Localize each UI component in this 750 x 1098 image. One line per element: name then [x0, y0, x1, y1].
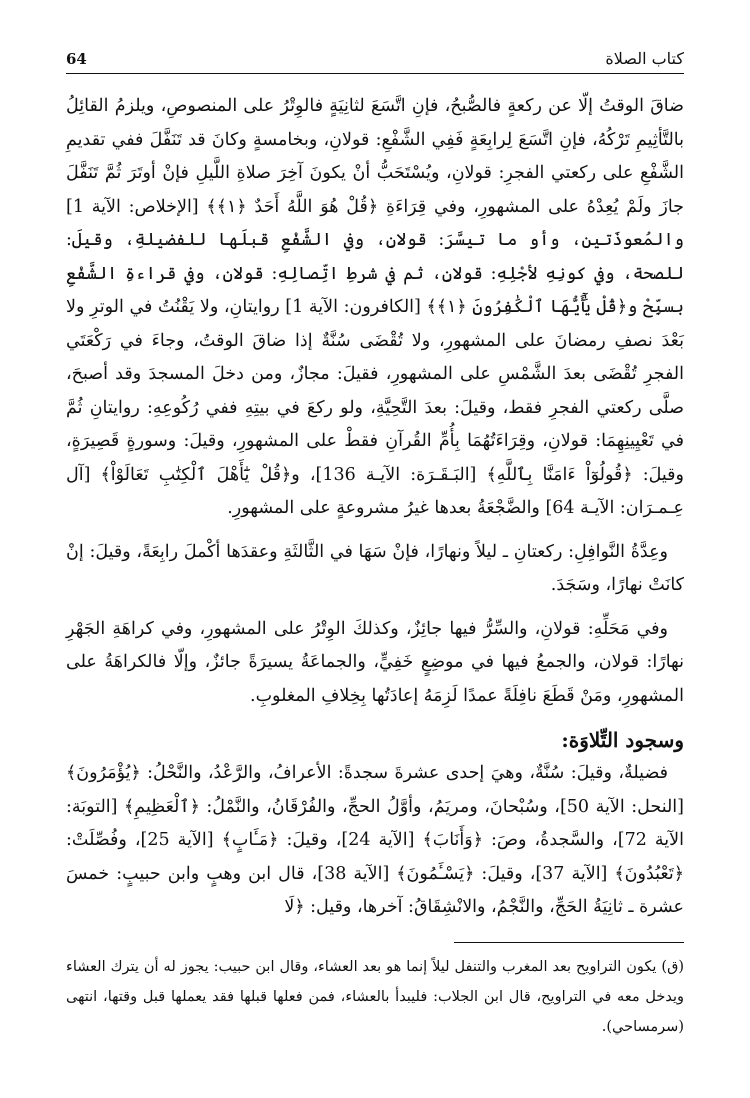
footnote: (ق) يكون التراويح بعد المغرب والتنفل ليلاً إنما هو بعد العشاء، وقال ابن حبيب: يجوز له أن يترك العشاء ويدخل معه في التراويح، قال ابن الجلاب: فليبدأ بالعشاء، فمن فعلها قبلها فقد يعملها قبل وقتها، انتهى (سرمساحي).: [66, 959, 684, 1035]
main-text: [66, 90, 684, 925]
section-heading: وسجود التِّلاوَة:: [561, 728, 684, 752]
chapter-title: كتاب الصلاة: [605, 49, 684, 68]
footnote-divider: [454, 942, 684, 943]
page-number: 64: [66, 50, 87, 68]
paragraph-sujud: فضيلةٌ، وقيلَ: سُنَّةٌ، وهيَ إحدى عشرةَ سجدةً: الأعرافُ، والرَّعْدُ، والنَّحْلُ: ﴿يُؤْمَرُونَ﴾ [النحل: الآية 50]، وسُبْحانَ، ومريَمُ، وأوَّلُ الحجِّ، والفُرْقَانُ، والنَّمْلُ: ﴿ٱلْعَظِيمِ﴾ [التوبَة: الآية 72]، والسَّجدةُ، وصَ: ﴿وَأَنَابَ﴾ [الآية 24]، وقيلَ: ﴿مَـَٔابٍ﴾ [الآية 25]، وفُصِّلَتْ: ﴿تَعْبُدُونَ﴾ [الآية 37]، وقيلَ: ﴿يَسْـَٔمُونَ﴾ [الآية 38]، قال ابن وهبٍ وابن حبيبٍ: خمسَ عشرة ـ ثانِيَةُ الحَجِّ، والنَّجْمُ، والانْشِقَاقُ: آخرها، وقيل: ﴿لَا: [66, 763, 684, 917]
running-header: [66, 40, 684, 74]
paragraph-nawafil: وعِدَّةُ النَّوافِلِ: ركعتانِ ـ ليلاً ونهارًا، فإنْ سَهَا في الثَّالثَةِ وعقدَها أكْملَ رابِعَةً، وقيلَ: إنْ كانَتْ نهارًا، وسَجَدَ.: [66, 541, 684, 595]
paragraph-witr: ضاقَ الوقتُ إلّا عن ركعةٍ فالصُّبحُ، فإنِ اتَّسَعَ لثانِيَةٍ فالوِتْرُ على المنصوصِ، ويلزمُ القائِلُ بالتَّأثِيمِ تَرْكُهُ، فإنِ اتَّسَعَ لِرابِعَةٍ فَفِي الشَّفْعِ: قولانِ، وبخامسةٍ وكانَ قد تَنَفَّلَ ففي تقديمِ الشَّفْعِ على ركعتي الفجرِ: قولانِ، ويُسْتَحَبُّ أنْ يكونَ آخِرَ صلاةِ اللَّيلِ فإنْ أوتَرَ ثُمَّ تَنَفَّلَ جازَ ولَمْ يُعِدْهُ على المشهورِ، وفي قِرَاءَةِ ﴿قُلْ هُوَ اللَّهُ أَحَدٌ ﴿١﴾﴾ [الإخلاص: الآية 1] والمُعوذَتين، وأو ما تيسَّرَ: قولانِ، وفي الشَّفْعِ قبلَها للفضيلةِ، وقيلَ: للصحة، وفي كونِهِ لأجْلِهِ: قولانِ، ثم في شرطِ اتِّصالِهِ: قولان، وفي قراءةِ الشَّفْعِ بسبِّحْ و﴿قُلْ يَٰٓأَيُّهَا ٱلْكَٰفِرُونَ ﴿١﴾﴾ [الكافرون: الآية 1] روايتانِ، ولا يَقْنُتُ في الوترِ ولا بَعْدَ نصفِ رمضانَ على المشهورِ، ولا تُقْضَى سُنَّةٌ إذا ضاقَ الوقتُ، وجاءَ في رَكْعَتَي الفجرِ تُقْضَى بعدَ الشَّمْسِ على المشهورِ، فقيلَ: مجازٌ، ومن دخلَ المسجدَ وقد أصبحَ، صلَّى ركعتي الفجرِ فقط، وقيلَ: بعدَ التَّحِيَّةِ، ولو ركعَ في بيتِهِ ففي رُكُوعِهِ: روايتانِ ثُمَّ في تَعْيِينِهِمَا: قولانِ، وقِرَاءَتُهُمَا بِأُمِّ القُرآنِ فقطْ على المشهورِ، وقيلَ: وسورةٍ قَصِيرَةٍ، وقيلَ: ﴿قُولُوٓاْ ءَامَنَّا بِٱللَّهِ﴾ [البَـقَـرَة: الآيـة 136]، و﴿قُلْ يَٰٓأَهْلَ ٱلْكِتَٰبِ تَعَالَوْاْ﴾ [آل عِـمـرَان: الآيـة 64] والضَّجْعَةُ بعدها غيرُ مشروعةٍ على المشهورِ.: [66, 96, 685, 518]
paragraph-mahall: وفي مَحَلِّهِ: قولانِ، والسِّرُّ فيها جائِزٌ، وكذلكَ الوِتْرُ على المشهورِ، وفي كراهَةِ الجَهْرِ نهارًا: قولان، والجمعُ فيها في موضِعٍ خَفِيٍّ، والجماعَةُ يسيرَةً جائزٌ، وإلّا فالكراهَةُ على المشهورِ، ومَنْ قَطَعَ نافِلَةً عمدًا لَزِمَهُ إعادَتُها بِخِلافِ المغلوبِ.: [66, 618, 684, 706]
